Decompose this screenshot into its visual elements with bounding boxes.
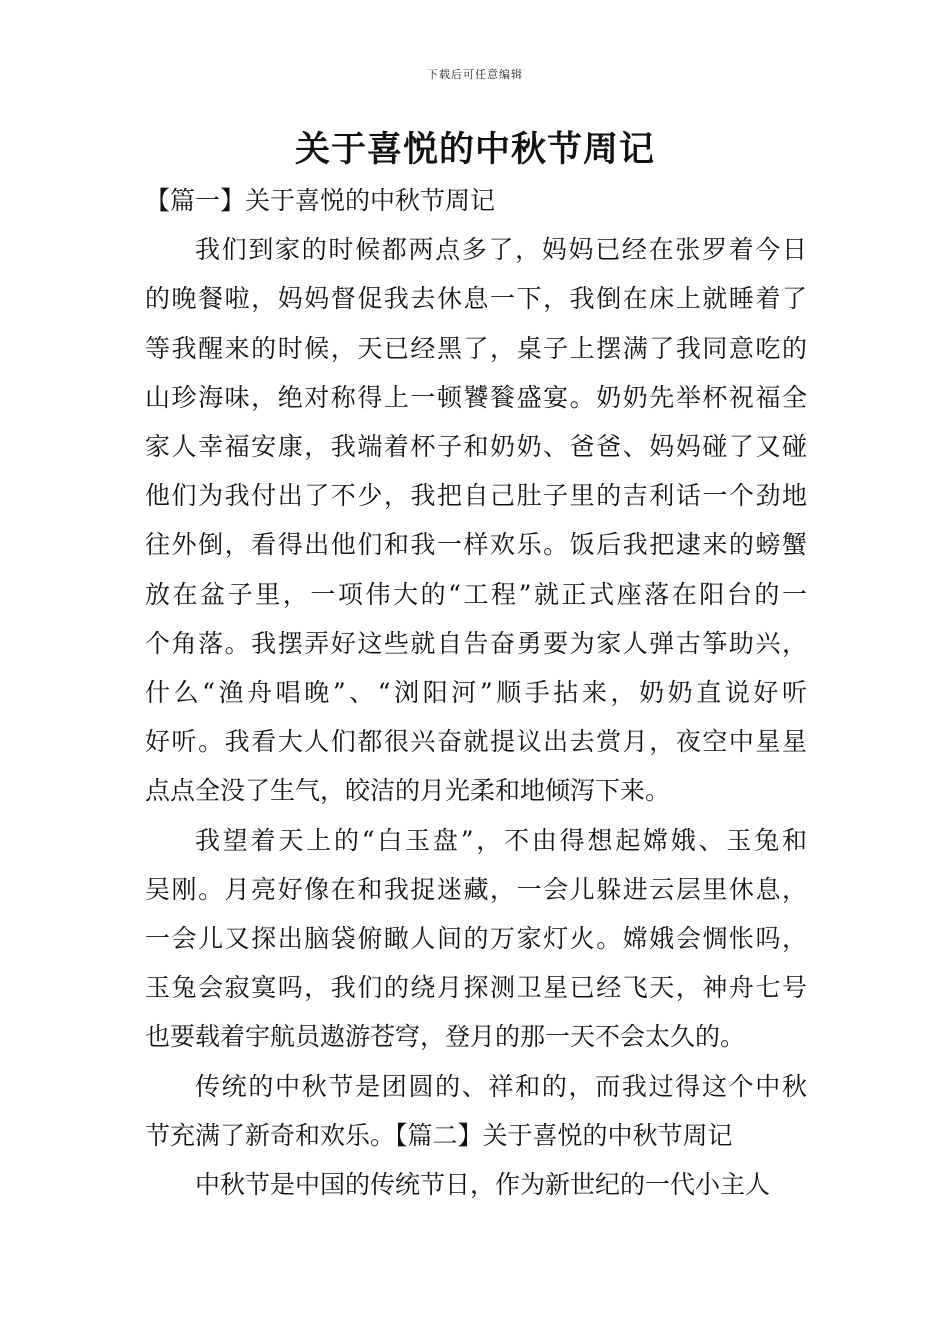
paragraph-line: 等我醒来的时候，天已经黑了，桌子上摆满了我同意吃的 (145, 333, 807, 363)
paragraph-line: 山珍海味，绝对称得上一顿饕餮盛宴。奶奶先举杯祝福全 (145, 382, 807, 412)
paragraph-line: 什么“渔舟唱晚”、“浏阳河”顺手拈来，奶奶直说好听 (145, 678, 807, 708)
paragraph-4 (145, 1160, 807, 1209)
header-note: 下载后可任意编辑 (427, 68, 523, 81)
paragraph-line: 我望着天上的“白玉盘”，不由得想起嫦娥、玉兔和 (195, 825, 807, 855)
section-heading-1: 【篇一】关于喜悦的中秋节周记 (145, 186, 496, 215)
paragraph-line-with-heading (145, 1111, 807, 1160)
paragraph-line: 玉兔会寂寞吗，我们的绕月探测卫星已经飞天，神舟七号 (145, 973, 807, 1003)
paragraph-line: 的晚餐啦，妈妈督促我去休息一下，我倒在床上就睡着了 (145, 284, 807, 314)
paragraph-line: 好听。我看大人们都很兴奋就提议出去赏月，夜空中星星 (145, 727, 807, 757)
paragraph-line: 中秋节是中国的传统节日，作为新世纪的一代小主人 (195, 1170, 771, 1200)
paragraph-line: 放在盆子里，一项伟大的“工程”就正式座落在阳台的一 (145, 579, 807, 609)
paragraph-line: 他们为我付出了不少，我把自己肚子里的吉利话一个劲地 (145, 481, 807, 511)
paragraph-2 (145, 816, 807, 1062)
paragraph-line: 个角落。我摆弄好这些就自告奋勇要为家人弹古筝助兴， (145, 628, 807, 658)
paragraph-line: 也要载着宇航员遨游苍穹，登月的那一天不会太久的。 (145, 1022, 746, 1052)
paragraph-line: 一会儿又探出脑袋俯瞰人间的万家灯火。嫦娥会惆怅吗， (145, 924, 807, 954)
paragraph-line: 家人幸福安康，我端着杯子和奶奶、爸爸、妈妈碰了又碰 (145, 432, 807, 462)
paragraph-line: 往外倒，看得出他们和我一样欢乐。饭后我把逮来的螃蟹 (145, 530, 807, 560)
paragraph-line: 我们到家的时候都两点多了，妈妈已经在张罗着今日 (195, 235, 807, 265)
paragraph-line: 传统的中秋节是团圆的、祥和的，而我过得这个中秋 (195, 1071, 807, 1101)
paragraph-line: 点点全没了生气，皎洁的月光柔和地倾泻下来。 (145, 776, 671, 806)
document-title: 关于喜悦的中秋节周记 (294, 130, 655, 170)
document-body (145, 176, 807, 1209)
section-heading-2: 【篇二】关于喜悦的中秋节周记 (395, 1120, 733, 1150)
paragraph-1 (145, 225, 807, 815)
paragraph-3 (145, 1062, 807, 1160)
paragraph-line: 吴刚。月亮好像在和我捉迷藏，一会儿躲进云层里休息， (145, 874, 807, 904)
paragraph-line: 节充满了新奇和欢乐。 (145, 1120, 396, 1150)
